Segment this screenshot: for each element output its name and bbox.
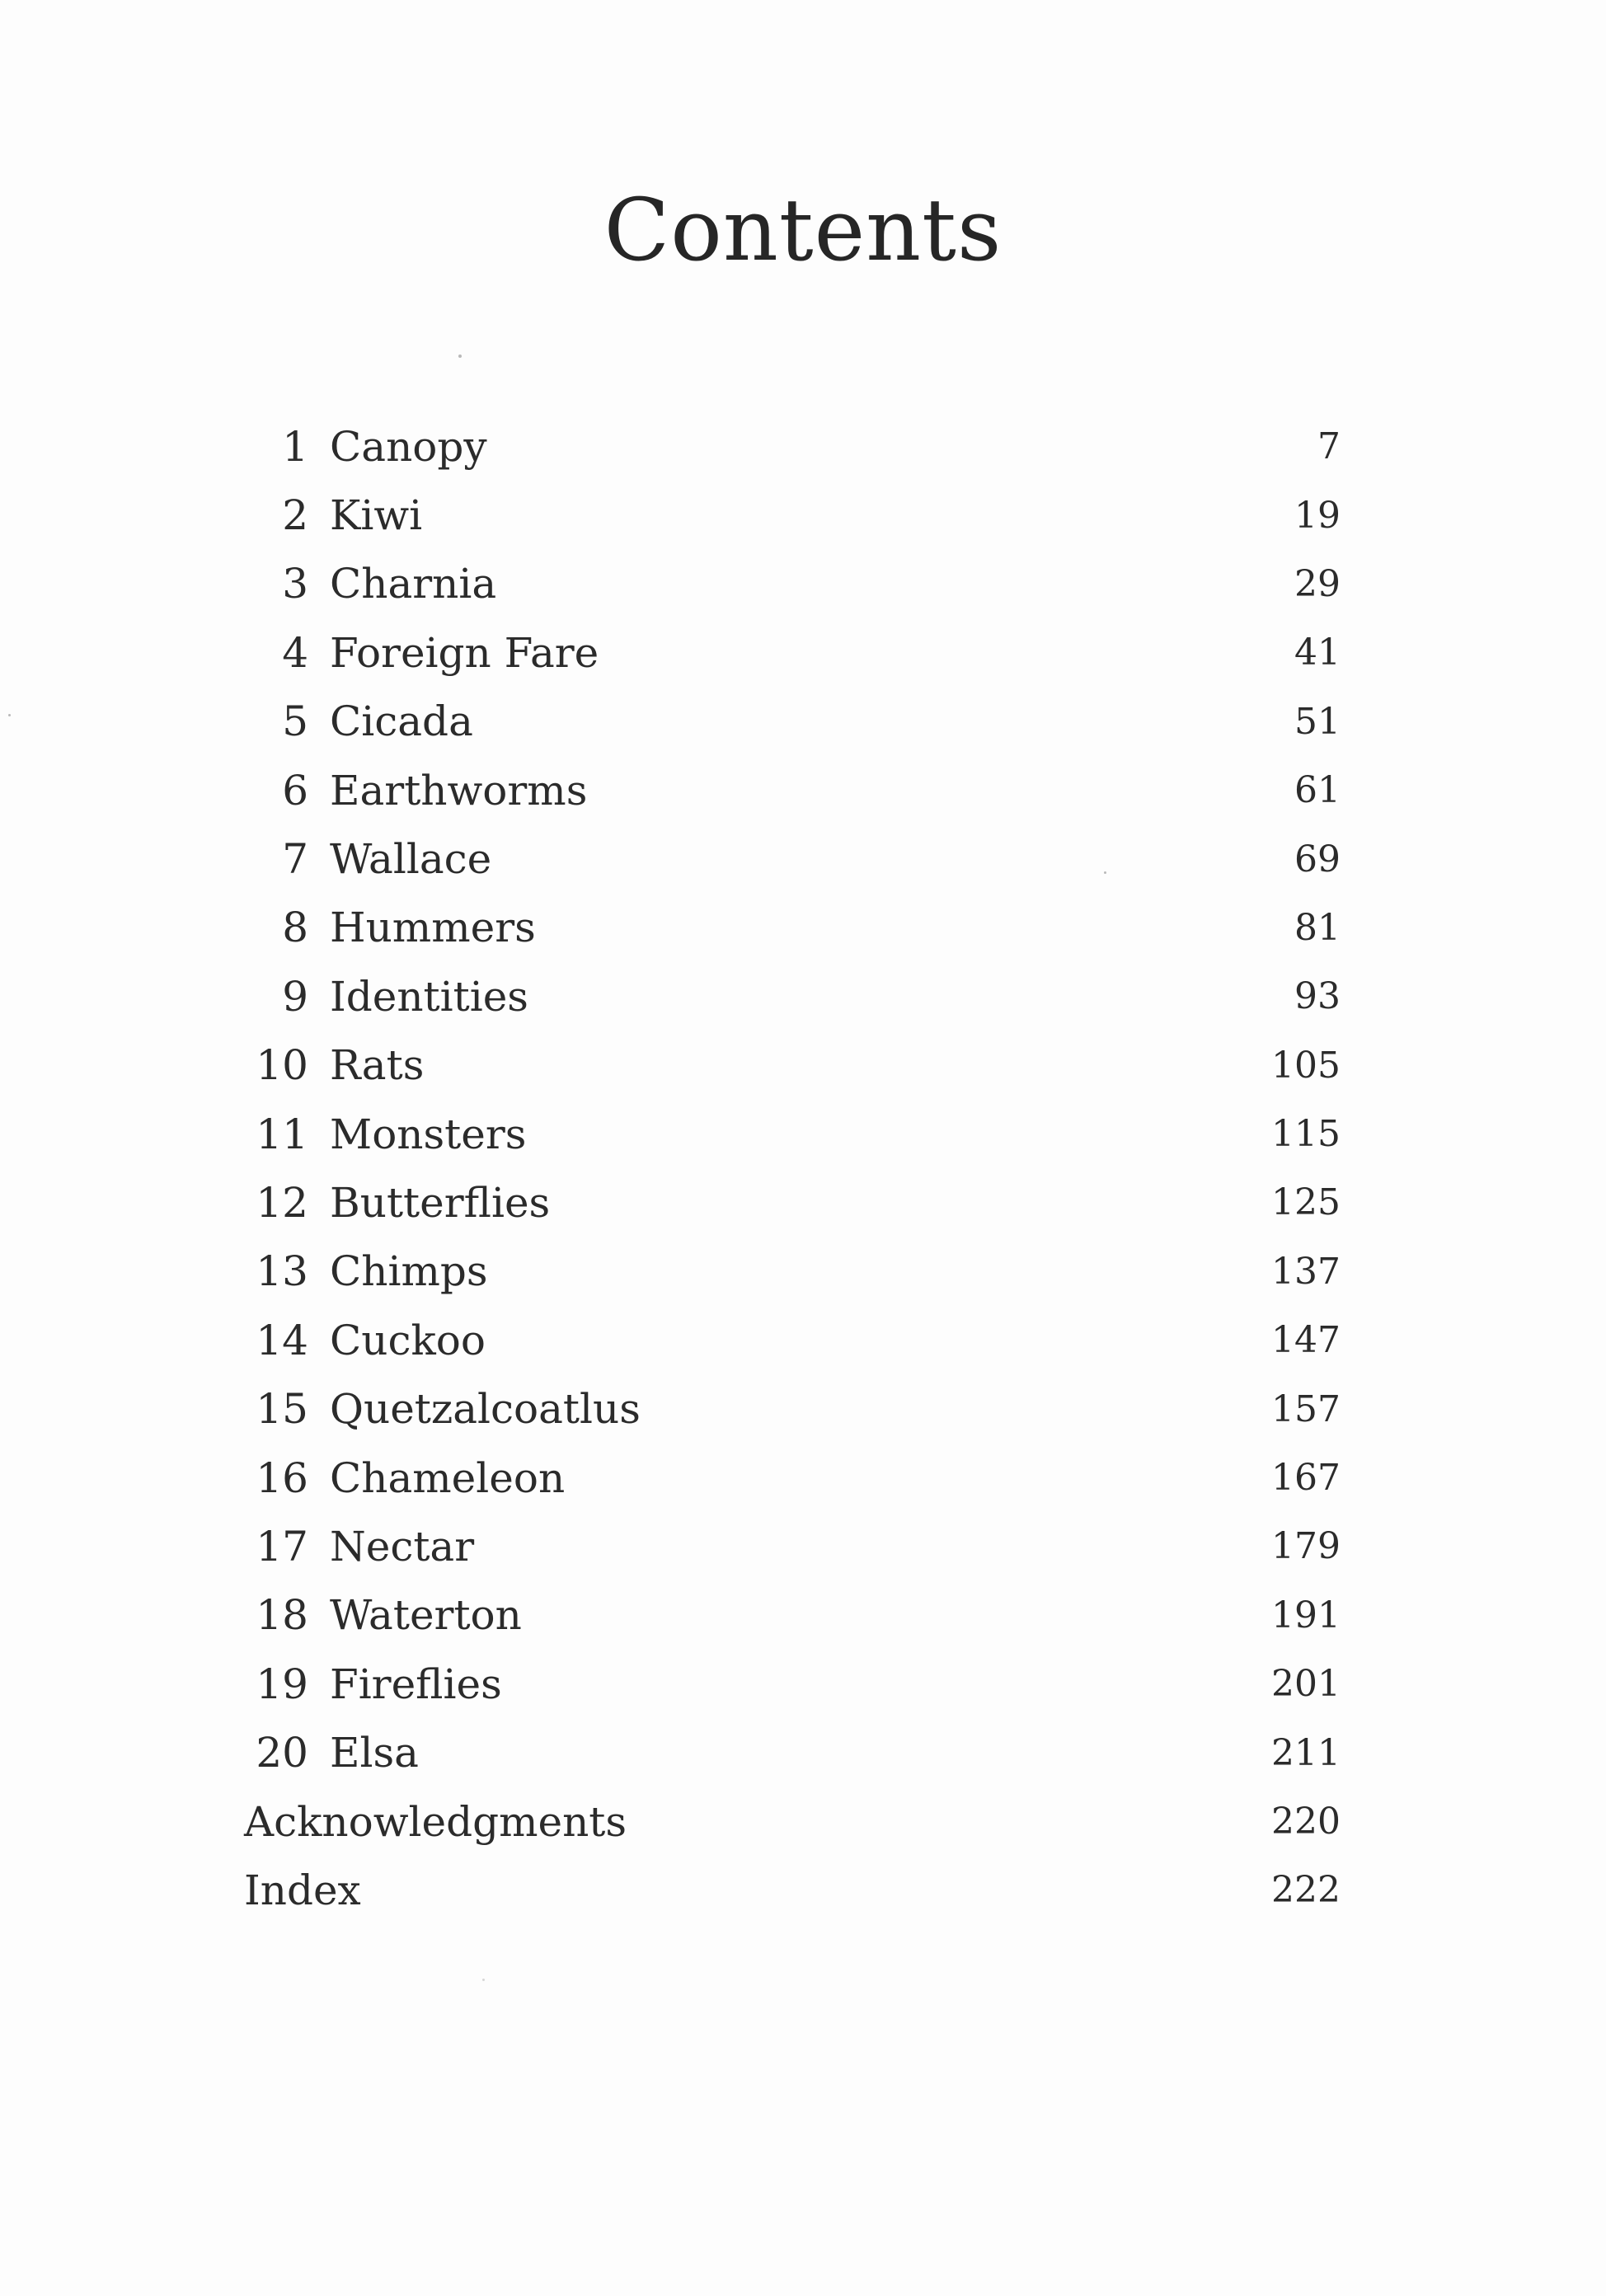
toc-entry-acknowledgments [244, 1787, 1341, 1856]
paper-speck [482, 1979, 485, 1981]
chapter-title: Quetzalcoatlus [330, 1385, 641, 1434]
chapter-title: Kiwi [330, 491, 423, 540]
chapter-title: Foreign Fare [330, 628, 599, 677]
page-number: 157 [1271, 1387, 1341, 1430]
toc-entry [244, 824, 1341, 893]
chapter-number: 6 [282, 766, 308, 815]
section-title: Index [244, 1866, 361, 1914]
chapter-number: 18 [256, 1591, 308, 1640]
toc-entry-index [244, 1856, 1341, 1924]
page-number: 115 [1271, 1113, 1341, 1156]
chapter-number: 7 [282, 835, 308, 884]
chapter-number: 10 [256, 1041, 308, 1090]
toc-entry [244, 1031, 1341, 1100]
chapter-title: Chameleon [330, 1453, 566, 1502]
paper-speck [458, 354, 462, 358]
chapter-title: Rats [330, 1041, 425, 1090]
chapter-number: 19 [256, 1660, 308, 1708]
page-number: 220 [1271, 1801, 1341, 1843]
toc-entry [244, 550, 1341, 618]
toc-entry [244, 1718, 1341, 1787]
chapter-number: 11 [256, 1110, 308, 1158]
chapter-title: Butterflies [330, 1178, 551, 1227]
toc-entry [244, 481, 1341, 549]
page-number: 201 [1271, 1663, 1341, 1706]
chapter-number: 8 [282, 904, 308, 952]
section-title: Acknowledgments [244, 1797, 627, 1846]
page-number: 191 [1271, 1594, 1341, 1636]
toc-entry [244, 688, 1341, 756]
page-number: 147 [1271, 1319, 1341, 1362]
page-number: 29 [1294, 562, 1341, 605]
toc-entry [244, 1374, 1341, 1443]
chapter-number: 9 [282, 972, 308, 1021]
chapter-title: Chimps [330, 1247, 488, 1296]
chapter-title: Identities [330, 972, 528, 1021]
page-number: 7 [1317, 425, 1341, 468]
chapter-title: Charnia [330, 560, 497, 608]
chapter-title: Monsters [330, 1110, 527, 1158]
page-number: 61 [1294, 769, 1341, 812]
page-number: 51 [1294, 700, 1341, 743]
chapter-number: 4 [282, 628, 308, 677]
toc-entry [244, 1306, 1341, 1374]
chapter-number: 16 [256, 1453, 308, 1502]
page-number: 125 [1271, 1181, 1341, 1224]
chapter-title: Fireflies [330, 1660, 502, 1708]
chapter-title: Cuckoo [330, 1316, 486, 1364]
page-number: 41 [1294, 632, 1341, 674]
page-number: 211 [1271, 1731, 1341, 1774]
chapter-number: 5 [282, 697, 308, 746]
toc-entry [244, 894, 1341, 962]
chapter-title: Elsa [330, 1729, 419, 1777]
chapter-number: 17 [256, 1522, 308, 1571]
toc-entry [244, 962, 1341, 1031]
toc-entry [244, 756, 1341, 824]
chapter-title: Waterton [330, 1591, 522, 1640]
page-number: 81 [1294, 906, 1341, 949]
page-number: 222 [1271, 1869, 1341, 1912]
toc-entry [244, 1100, 1341, 1168]
table-of-contents [244, 412, 1341, 1925]
page-number: 167 [1271, 1457, 1341, 1500]
chapter-title: Earthworms [330, 766, 588, 815]
toc-entry [244, 1581, 1341, 1650]
paper-speck [8, 714, 11, 716]
chapter-number: 1 [282, 422, 308, 471]
page-number: 93 [1294, 975, 1341, 1018]
chapter-title: Nectar [330, 1522, 475, 1571]
paper-speck [1104, 871, 1106, 874]
toc-entry [244, 1168, 1341, 1237]
chapter-title: Wallace [330, 835, 492, 884]
page-number: 137 [1271, 1250, 1341, 1293]
chapter-number: 15 [256, 1385, 308, 1434]
chapter-title: Hummers [330, 904, 536, 952]
toc-entry [244, 1444, 1341, 1512]
chapter-title: Canopy [330, 422, 487, 471]
page-number: 179 [1271, 1525, 1341, 1568]
toc-entry [244, 1512, 1341, 1580]
toc-entry [244, 1650, 1341, 1718]
page-number: 69 [1294, 838, 1341, 880]
chapter-number: 12 [256, 1178, 308, 1227]
toc-entry [244, 412, 1341, 481]
page-number: 105 [1271, 1044, 1341, 1087]
chapter-number: 13 [256, 1247, 308, 1296]
chapter-title: Cicada [330, 697, 473, 746]
page-title: Contents [603, 180, 1003, 280]
toc-entry [244, 1237, 1341, 1306]
page-number: 19 [1294, 494, 1341, 537]
chapter-number: 3 [282, 560, 308, 608]
chapter-number: 20 [256, 1729, 308, 1777]
chapter-number: 2 [282, 491, 308, 540]
chapter-number: 14 [256, 1316, 308, 1364]
toc-entry [244, 618, 1341, 687]
